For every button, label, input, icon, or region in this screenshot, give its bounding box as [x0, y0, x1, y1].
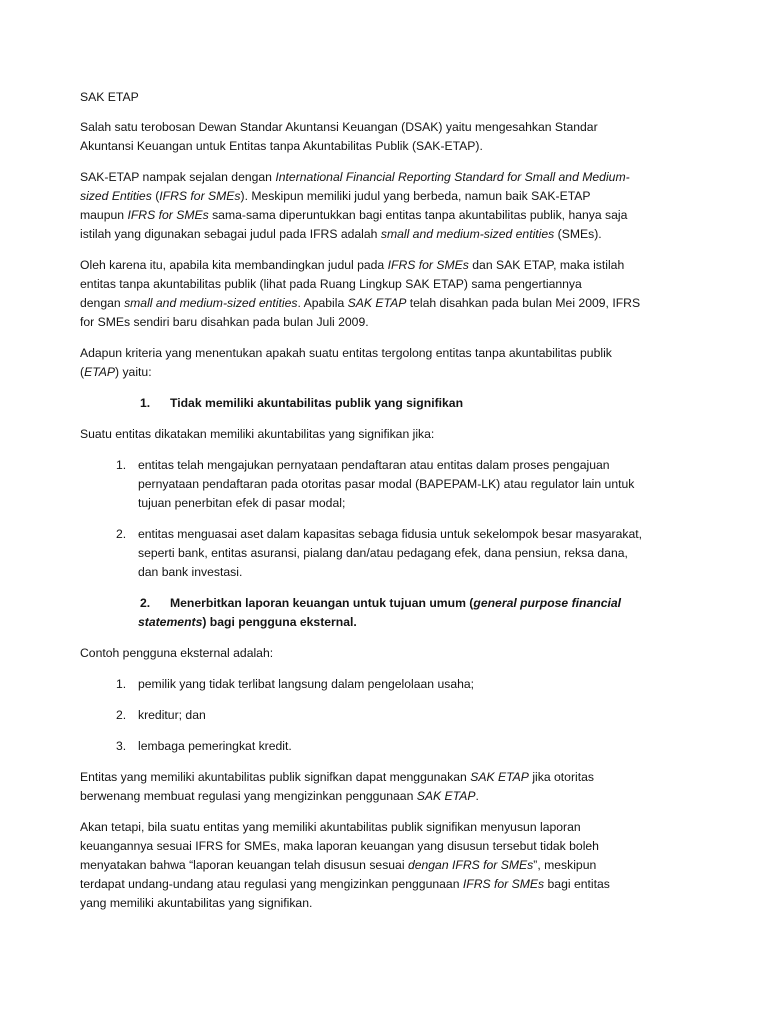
text-line	[80, 225, 720, 244]
text-segment: telah disahkan pada bulan Mei 2009, IFRS	[406, 296, 641, 310]
text-segment: Tidak memiliki akuntabilitas publik yang signifikan	[170, 396, 464, 410]
italic-text: ETAP	[84, 365, 115, 379]
text-line	[80, 644, 720, 663]
text-segment: tujuan penerbitan efek di pasar modal;	[138, 496, 346, 510]
text-segment: Adapun kriteria yang menentukan apakah suatu entitas tergolong entitas tanpa akuntabilitas publik	[80, 346, 612, 360]
text-line	[80, 187, 720, 206]
paragraph	[80, 168, 720, 244]
criterion-heading	[80, 394, 720, 413]
text-segment: kreditur; dan	[138, 708, 206, 722]
text-segment: Menerbitkan laporan keuangan untuk tujuan umum (	[170, 596, 474, 610]
italic-text: IFRS for SMEs	[159, 189, 241, 203]
text-line	[80, 256, 720, 275]
text-line	[138, 494, 720, 513]
text-segment: ) bagi pengguna eksternal.	[202, 615, 357, 629]
text-segment: keuangannya sesuai IFRS for SMEs, maka laporan keuangan yang disusun tersebut tidak boleh	[80, 839, 599, 853]
text-line	[140, 394, 720, 413]
text-line	[116, 737, 720, 756]
list-number: 1.	[116, 458, 127, 472]
text-line	[80, 425, 720, 444]
text-line	[116, 456, 720, 475]
text-segment: Contoh pengguna eksternal adalah:	[80, 646, 274, 660]
text-line	[80, 137, 720, 156]
text-segment: pemilik yang tidak terlibat langsung dalam pengelolaan usaha;	[138, 677, 475, 691]
text-segment: dengan	[80, 296, 125, 310]
list-item	[80, 675, 720, 694]
italic-text: small and medium-sized entities	[124, 296, 298, 310]
list-number: 1.	[116, 677, 127, 691]
text-segment: (	[151, 189, 160, 203]
list-item	[80, 706, 720, 725]
text-segment: dan SAK ETAP, maka istilah	[468, 258, 625, 272]
text-segment: entitas menguasai aset dalam kapasitas sebaga fidusia untuk sekelompok besar masyarakat,	[138, 527, 643, 541]
document-title: SAK ETAP	[80, 90, 139, 104]
italic-text: statements	[138, 615, 203, 629]
text-segment: Akan tetapi, bila suatu entitas yang memiliki akuntabilitas publik signifikan menyusun laporan	[80, 820, 581, 834]
italic-text: small and medium-sized entities	[380, 227, 555, 241]
text-segment: Suatu entitas dikatakan memiliki akuntabilitas yang signifikan jika:	[80, 427, 435, 441]
text-segment: bagi entitas	[544, 877, 610, 891]
text-line	[140, 594, 720, 613]
list-number: 3.	[116, 739, 127, 753]
text-segment: istilah yang digunakan sebagai judul pada IFRS adalah	[80, 227, 381, 241]
text-line	[80, 313, 720, 332]
text-line	[80, 344, 720, 363]
text-segment: SAK-ETAP nampak sejalan dengan	[80, 170, 276, 184]
text-line	[80, 363, 720, 382]
paragraph	[80, 425, 720, 444]
text-line	[80, 168, 720, 187]
text-line	[116, 525, 720, 544]
paragraph	[80, 256, 720, 332]
text-segment: . Apabila	[297, 296, 348, 310]
list-number: 1.	[140, 396, 151, 410]
text-line	[138, 544, 720, 563]
paragraph	[80, 644, 720, 663]
paragraph	[80, 344, 720, 382]
text-segment: Akuntansi Keuangan untuk Entitas tanpa Akuntabilitas Publik (SAK-ETAP).	[80, 139, 483, 153]
text-line	[116, 706, 720, 725]
list-item	[80, 737, 720, 756]
text-segment: ) yaitu:	[115, 365, 152, 379]
document-page	[80, 88, 720, 925]
text-line	[80, 875, 720, 894]
list-number: 2.	[140, 596, 151, 610]
text-segment: ). Meskipun memiliki judul yang berbeda, namun baik SAK-ETAP	[240, 189, 591, 203]
text-segment: Salah satu terobosan Dewan Standar Akuntansi Keuangan (DSAK) yaitu mengesahkan Standar	[80, 120, 598, 134]
text-segment: (	[80, 365, 85, 379]
text-segment: Entitas yang memiliki akuntabilitas publik signifkan dapat menggunakan	[80, 770, 471, 784]
italic-text: SAK ETAP	[347, 296, 407, 310]
text-segment: seperti bank, entitas asuransi, pialang dan/atau pedagang efek, dana pensiun, reksa dana,	[138, 546, 628, 560]
text-segment: pernyataan pendaftaran pada otoritas pasar modal (BAPEPAM-LK) atau regulator lain untuk	[138, 477, 635, 491]
list-number: 2.	[116, 708, 127, 722]
italic-text: dengan IFRS for SMEs	[407, 858, 534, 872]
text-line	[80, 613, 720, 632]
text-segment: ”, meskipun	[533, 858, 597, 872]
text-line	[138, 563, 720, 582]
text-line	[116, 675, 720, 694]
text-line	[80, 818, 720, 837]
text-segment: lembaga pemeringkat kredit.	[138, 739, 292, 753]
text-line	[80, 118, 720, 137]
paragraph	[80, 768, 720, 806]
italic-text: IFRS for SMEs	[127, 208, 209, 222]
list-item	[80, 525, 720, 582]
text-line	[80, 837, 720, 856]
list-item	[80, 456, 720, 513]
text-segment: entitas telah mengajukan pernyataan pendaftaran atau entitas dalam proses pengajuan	[138, 458, 610, 472]
paragraph	[80, 118, 720, 156]
italic-text: IFRS for SMEs	[462, 877, 545, 891]
text-segment: .	[475, 789, 479, 803]
text-segment: dan bank investasi.	[138, 565, 243, 579]
italic-text: SAK ETAP	[470, 770, 529, 784]
text-line	[80, 294, 720, 313]
text-line	[80, 206, 720, 225]
text-line	[80, 275, 720, 294]
italic-text: IFRS for SMEs	[387, 258, 469, 272]
text-segment: yang memiliki akuntabilitas yang signifikan.	[80, 896, 313, 910]
text-segment: terdapat undang-undang atau regulasi yang mengizinkan penggunaan	[80, 877, 463, 891]
text-segment: menyatakan bahwa “laporan keuangan telah disusun sesuai	[80, 858, 408, 872]
text-segment: maupun	[80, 208, 128, 222]
document-body	[80, 118, 720, 913]
italic-text: International Financial Reporting Standard for Small and Medium-	[275, 170, 630, 184]
text-segment: jika otoritas	[528, 770, 594, 784]
text-segment: entitas tanpa akuntabilitas publik (lihat pada Ruang Lingkup SAK ETAP) sama pengertiannya	[80, 277, 582, 291]
text-segment: (SMEs).	[554, 227, 602, 241]
italic-text: general purpose financial	[473, 596, 622, 610]
text-line	[80, 856, 720, 875]
text-line	[80, 768, 720, 787]
list-number: 2.	[116, 527, 127, 541]
text-segment: Oleh karena itu, apabila kita membandingkan judul pada	[80, 258, 388, 272]
criterion-heading	[80, 594, 720, 632]
italic-text: SAK ETAP	[416, 789, 476, 803]
italic-text: sized Entities	[80, 189, 152, 203]
text-line	[80, 787, 720, 806]
text-segment: for SMEs sendiri baru disahkan pada bulan Juli 2009.	[80, 315, 369, 329]
paragraph	[80, 818, 720, 913]
text-segment: sama-sama diperuntukkan bagi entitas tanpa akuntabilitas publik, hanya saja	[208, 208, 628, 222]
text-line	[80, 894, 720, 913]
text-line	[138, 475, 720, 494]
text-segment: berwenang membuat regulasi yang mengizinkan penggunaan	[80, 789, 417, 803]
